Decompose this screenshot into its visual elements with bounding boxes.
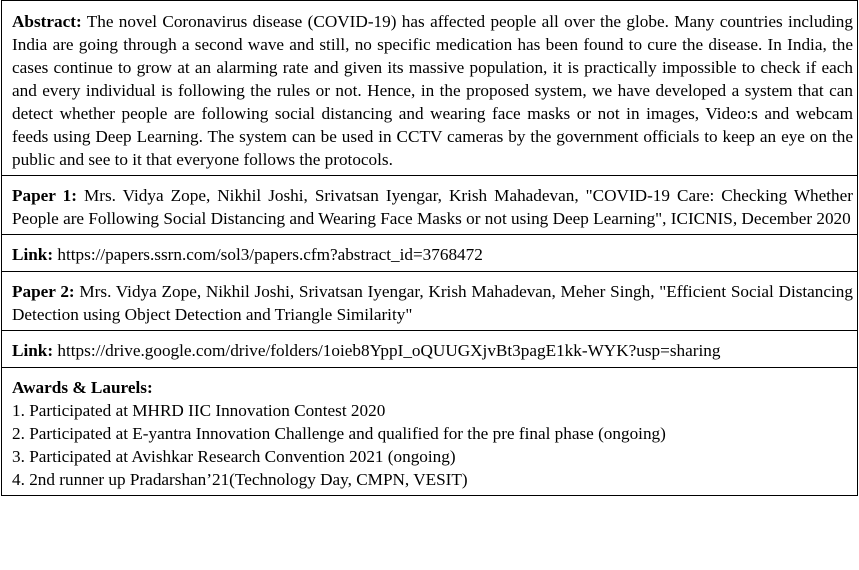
link2-url[interactable]: https://drive.google.com/drive/folders/1oieb8YppI_oQUUGXjvBt3pagE1kk-WYK?usp=sharing	[57, 341, 721, 360]
document-table	[1, 0, 858, 496]
award-item: 4. 2nd runner up Pradarshan’21(Technology Day, CMPN, VESIT)	[12, 470, 468, 489]
paper1-cell	[2, 176, 858, 235]
link1-label: Link:	[12, 245, 54, 264]
paper2-citation: Mrs. Vidya Zope, Nikhil Joshi, Srivatsan Iyengar, Krish Mahadevan, Meher Singh, "Efficient Social Distancing Detection using Object Detection and Triangle Similarity"	[12, 282, 853, 324]
paper2-cell	[2, 272, 858, 331]
award-item: 1. Participated at MHRD IIC Innovation Contest 2020	[12, 401, 386, 420]
awards-title: Awards & Laurels:	[12, 378, 153, 397]
link1-cell	[2, 235, 858, 272]
abstract-row	[2, 1, 858, 176]
abstract-label: Abstract:	[12, 12, 82, 31]
abstract-text: The novel Coronavirus disease (COVID-19) has affected people all over the globe. Many countries including India are going through a second wave and still, no specific medication has been found to cure the disease. In India, the cases continue to grow at an alarming rate and given its massive population, it is practically impossible to check if each and every individual is following the rules or not. Hence, in the proposed system, we have developed a system that can detect whether people are following social distancing and wearing face masks or not in images, Video:s and webcam feeds using Deep Learning. The system can be used in CCTV cameras by the government officials to keep an eye on the public and see to it that everyone follows the protocols.	[12, 12, 853, 169]
paper1-label: Paper 1:	[12, 186, 77, 205]
paper1-citation: Mrs. Vidya Zope, Nikhil Joshi, Srivatsan Iyengar, Krish Mahadevan, "COVID-19 Care: Checking Whether People are Following Social Distancing and Wearing Face Masks or not using Deep Learning", ICICNIS, December 2020	[12, 186, 853, 228]
award-item: 3. Participated at Avishkar Research Convention 2021 (ongoing)	[12, 447, 456, 466]
awards-list	[12, 399, 853, 491]
link2-cell	[2, 331, 858, 368]
paper1-row	[2, 176, 858, 235]
link2-row	[2, 331, 858, 368]
paper2-label: Paper 2:	[12, 282, 75, 301]
abstract-cell	[2, 1, 858, 176]
awards-cell	[2, 368, 858, 496]
awards-row	[2, 368, 858, 496]
link1-url[interactable]: https://papers.ssrn.com/sol3/papers.cfm?abstract_id=3768472	[57, 245, 483, 264]
award-item: 2. Participated at E-yantra Innovation Challenge and qualified for the pre final phase (ongoing)	[12, 424, 666, 443]
link2-label: Link:	[12, 341, 54, 360]
link1-row	[2, 235, 858, 272]
paper2-row	[2, 272, 858, 331]
